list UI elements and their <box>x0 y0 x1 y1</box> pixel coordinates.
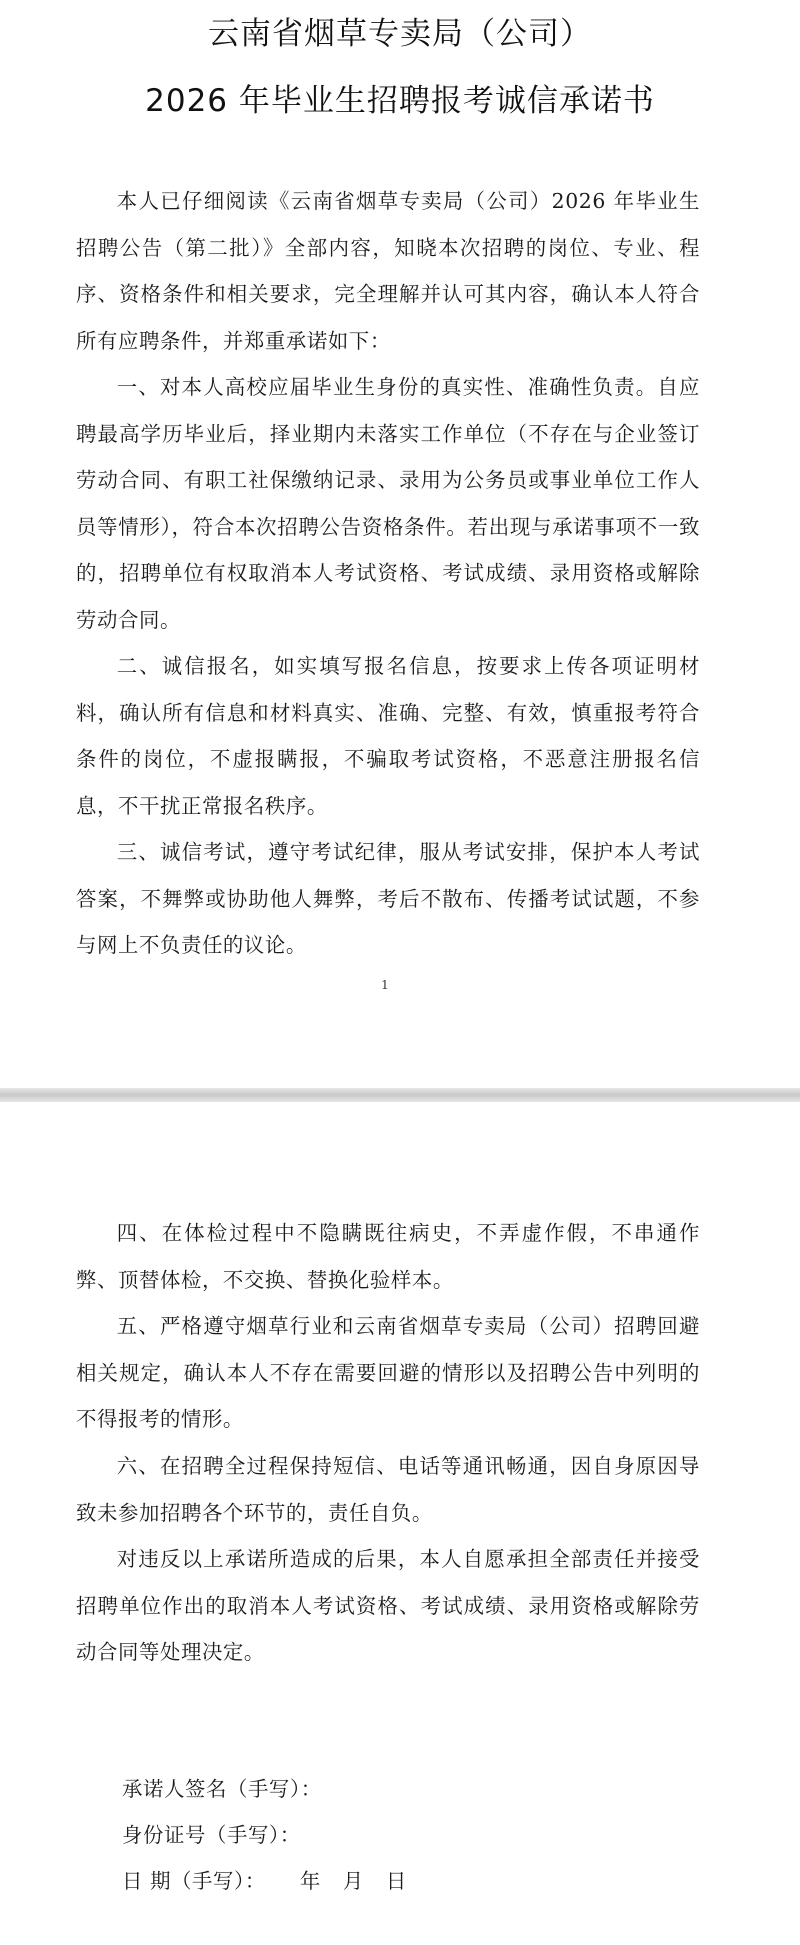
paragraph-item-4: 四、在体检过程中不隐瞒既往病史，不弄虚作假，不串通作弊、顶替体检，不交换、替换化验样本。 <box>76 1221 700 1292</box>
date-month-label: 月 <box>342 1869 364 1893</box>
signer-signature-label: 承诺人签名（手写）： <box>122 1777 322 1801</box>
paragraph-item-1: 一、对本人高校应届毕业生身份的真实性、准确性负责。自应聘最高学历毕业后，择业期内未落实工作单位（不存在与企业签订劳动合同、有职工社保缴纳记录、录用为公务员或事业单位工作人员等情形），符合本次招聘公告资格条件。若出现与承诺事项不一致的，招聘单位有权取消本人考试资格、考试成绩、录用资格或解除劳动合同。 <box>76 375 700 632</box>
paragraph-item-5: 五、严格遵守烟草行业和云南省烟草专卖局（公司）招聘回避相关规定，确认本人不存在需要回避的情形以及招聘公告中列明的不得报考的情形。 <box>76 1314 700 1431</box>
paragraph-item-6: 六、在招聘全过程保持短信、电话等通讯畅通，因自身原因导致未参加招聘各个环节的，责任自负。 <box>76 1454 700 1525</box>
date-label: 日 期（手写）： <box>122 1869 266 1893</box>
date-line <box>122 1865 407 1894</box>
id-number-label: 身份证号（手写）： <box>122 1823 301 1847</box>
document-title-line1: 云南省烟草专卖局（公司） <box>208 16 592 52</box>
date-year-label: 年 <box>299 1869 321 1893</box>
paragraph-intro: 本人已仔细阅读《云南省烟草专卖局（公司）2026 年毕业生招聘公告（第二批）》全部内容，知晓本次招聘的岗位、专业、程序、资格条件和相关要求，完全理解并认可其内容，确认本人符合所有应聘条件，并郑重承诺如下： <box>76 189 700 353</box>
page-number: 1 <box>381 978 389 992</box>
document-title-line2: 2026 年毕业生招聘报考诚信承诺书 <box>145 83 655 119</box>
date-day-label: 日 <box>385 1869 407 1893</box>
paragraph-item-3: 三、诚信考试，遵守考试纪律，服从考试安排，保护本人考试答案，不舞弊或协助他人舞弊，考后不散布、传播考试试题，不参与网上不负责任的议论。 <box>76 840 700 957</box>
page-separator <box>0 1088 800 1102</box>
paragraph-closing: 对违反以上承诺所造成的后果，本人自愿承担全部责任并接受招聘单位作出的取消本人考试资格、考试成绩、录用资格或解除劳动合同等处理决定。 <box>76 1547 700 1664</box>
paragraph-item-2: 二、诚信报名，如实填写报名信息，按要求上传各项证明材料，确认所有信息和材料真实、准确、完整、有效，慎重报考符合条件的岗位，不虚报瞒报，不骗取考试资格，不恶意注册报名信息，不干扰正常报名秩序。 <box>76 654 700 818</box>
